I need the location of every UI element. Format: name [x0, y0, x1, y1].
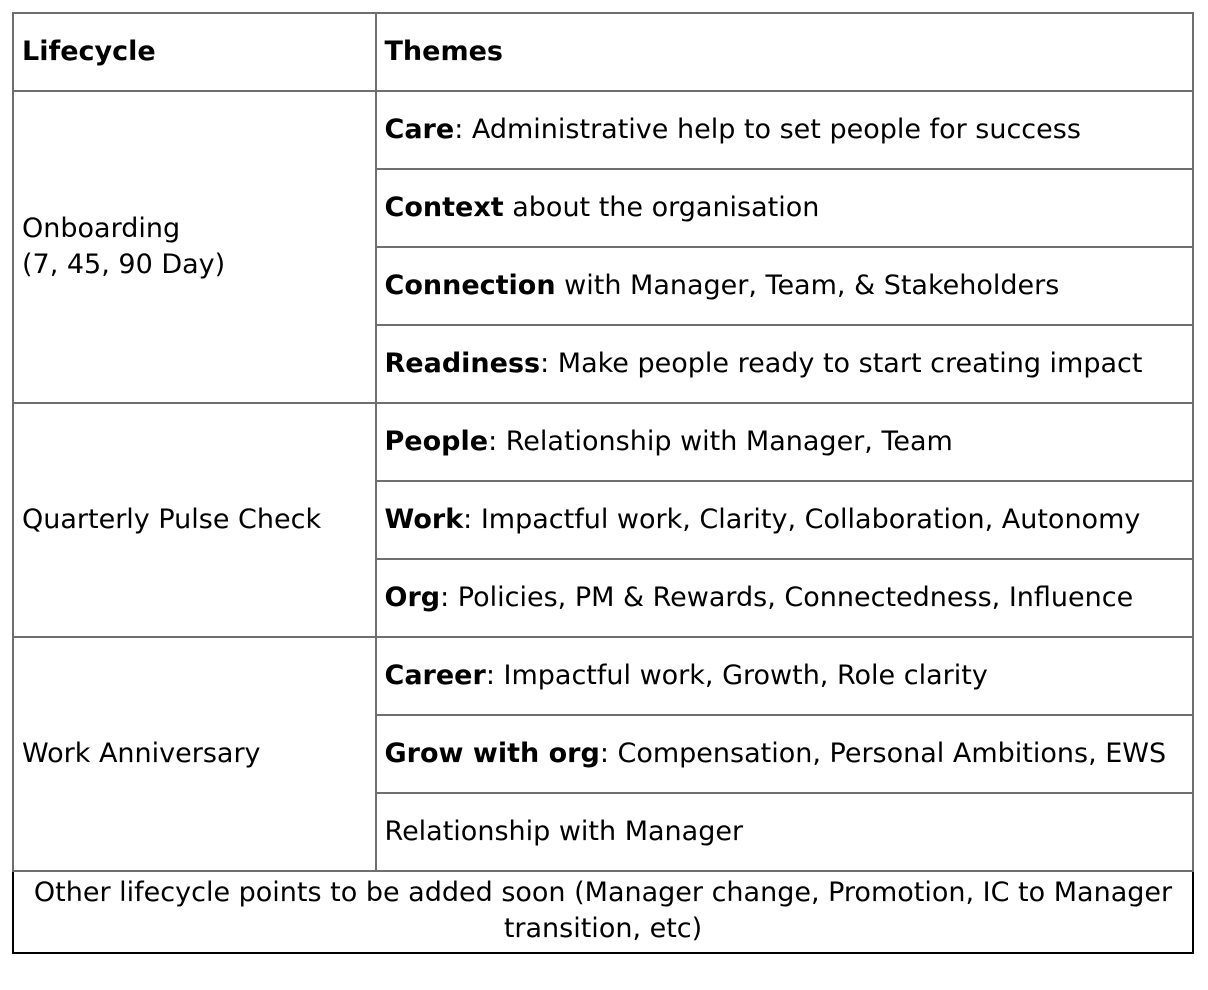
stage-label: Work Anniversary	[22, 738, 261, 769]
theme-description: : Make people ready to start creating impact	[540, 348, 1143, 379]
theme-cell	[376, 247, 1193, 325]
theme-description: with Manager, Team, & Stakeholders	[555, 270, 1060, 301]
theme-cell	[376, 481, 1193, 559]
table-row	[13, 91, 1193, 169]
theme-keyword: Org	[384, 582, 441, 613]
footer-row	[13, 871, 1193, 953]
stage-onboarding	[13, 91, 376, 403]
header-themes: Themes	[376, 13, 1193, 91]
theme-cell	[376, 169, 1193, 247]
theme-description: : Policies, PM & Rewards, Connectedness, Influence	[440, 582, 1134, 613]
theme-cell	[376, 325, 1193, 403]
theme-keyword: Readiness	[384, 348, 541, 379]
stage-work-anniversary	[13, 637, 376, 871]
theme-description: : Impactful work, Growth, Role clarity	[485, 660, 988, 691]
theme-cell	[376, 715, 1193, 793]
theme-description: Relationship with Manager	[384, 816, 744, 847]
theme-keyword: Grow with org	[384, 738, 600, 769]
stage-label: Onboarding	[22, 213, 181, 244]
theme-cell	[376, 637, 1193, 715]
theme-keyword: Context	[384, 192, 504, 223]
header-lifecycle: Lifecycle	[13, 13, 376, 91]
theme-description: : Administrative help to set people for success	[454, 114, 1081, 145]
theme-description: about the organisation	[503, 192, 820, 223]
footer-note: Other lifecycle points to be added soon (Manager change, Promotion, IC to Manager transition, etc)	[13, 871, 1193, 953]
theme-description: : Compensation, Personal Ambitions, EWS	[599, 738, 1167, 769]
table-row	[13, 403, 1193, 481]
theme-cell	[376, 793, 1193, 871]
table-row	[13, 637, 1193, 715]
stage-sublabel: (7, 45, 90 Day)	[22, 249, 226, 280]
stage-quarterly-pulse-check	[13, 403, 376, 637]
theme-cell	[376, 559, 1193, 637]
theme-keyword: Care	[384, 114, 455, 145]
theme-keyword: Career	[384, 660, 486, 691]
theme-cell	[376, 403, 1193, 481]
theme-keyword: People	[384, 426, 489, 457]
theme-keyword: Connection	[384, 270, 556, 301]
lifecycle-themes-table	[12, 12, 1194, 954]
theme-cell	[376, 91, 1193, 169]
theme-description: : Impactful work, Clarity, Collaboration, Autonomy	[463, 504, 1141, 535]
theme-description: : Relationship with Manager, Team	[488, 426, 953, 457]
stage-label: Quarterly Pulse Check	[22, 504, 322, 535]
theme-keyword: Work	[384, 504, 464, 535]
header-row	[13, 13, 1193, 91]
